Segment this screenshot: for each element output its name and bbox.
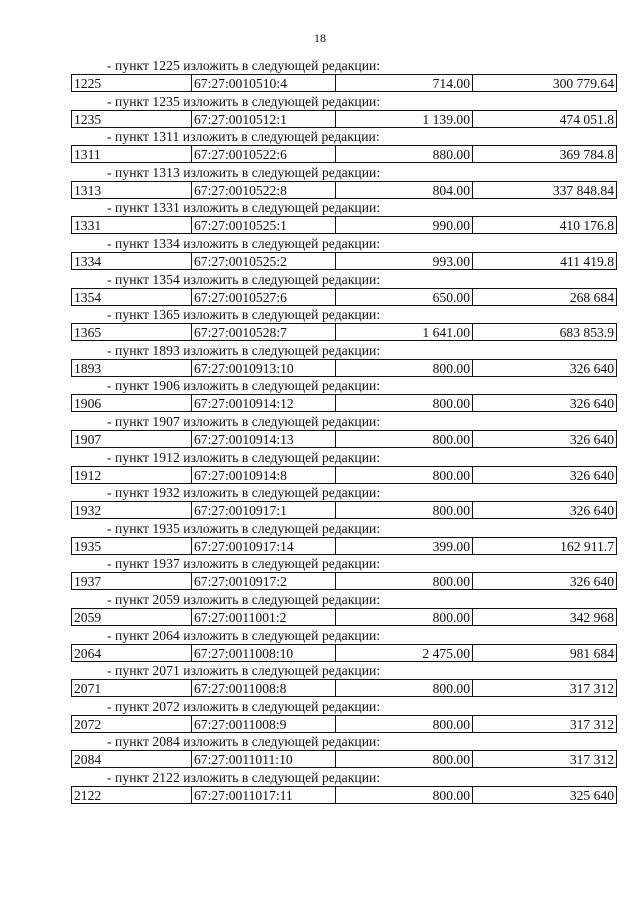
cadastral-number-cell: 67:27:0010522:6 — [192, 146, 336, 162]
value-cell: 337 848.84 — [552, 182, 614, 198]
amendment-caption: - пункт 1937 изложить в следующей редакции: — [107, 556, 381, 572]
item-number-cell: 2122 — [72, 787, 192, 803]
amendment-entry — [71, 484, 617, 520]
cadastral-number-cell: 67:27:0010525:1 — [192, 217, 336, 233]
value-cell: 981 684 — [569, 645, 614, 661]
cadastral-number-cell: 67:27:0010917:1 — [192, 502, 336, 518]
amendment-entry — [71, 199, 617, 235]
amendment-entry — [71, 662, 617, 698]
amendment-entry — [71, 377, 617, 413]
amendment-entry — [71, 591, 617, 627]
amendment-entry — [71, 164, 617, 200]
amendment-entry — [71, 342, 617, 378]
cadastral-number-cell: 67:27:0010914:13 — [192, 431, 336, 447]
item-number-cell: 1906 — [72, 395, 192, 411]
amendment-caption: - пункт 1313 изложить в следующей редакции: — [107, 164, 381, 180]
value-cell: 683 853.9 — [559, 325, 614, 341]
amendment-entry — [71, 698, 617, 734]
table-row — [71, 110, 617, 128]
item-number-cell: 1334 — [72, 253, 192, 269]
value-cell: 410 176.8 — [559, 218, 614, 234]
value-cell: 326 640 — [569, 360, 614, 376]
amendment-entry — [71, 306, 617, 342]
item-number-cell: 1331 — [72, 217, 192, 233]
amendment-entry — [71, 733, 617, 769]
cadastral-number-cell: 67:27:0011017:11 — [192, 787, 336, 803]
area-cell: 800.00 — [336, 467, 473, 483]
item-number-cell: 1932 — [72, 502, 192, 518]
cadastral-number-cell: 67:27:0010914:8 — [192, 467, 336, 483]
value-cell: 369 784.8 — [559, 147, 614, 163]
area-cell: 650.00 — [336, 289, 473, 305]
amendment-caption: - пункт 2071 изложить в следующей редакции: — [107, 663, 381, 679]
value-cell: 317 312 — [569, 716, 614, 732]
cadastral-number-cell: 67:27:0010914:12 — [192, 395, 336, 411]
amendment-caption: - пункт 2064 изложить в следующей редакции: — [107, 627, 381, 643]
amendment-entry — [71, 449, 617, 485]
amendment-caption: - пункт 1331 изложить в следующей редакции: — [107, 200, 381, 216]
amendment-caption: - пункт 1225 изложить в следующей редакции: — [107, 58, 381, 73]
amendment-entry — [71, 57, 617, 93]
table-row — [71, 501, 617, 519]
cadastral-number-cell: 67:27:0011008:8 — [192, 680, 336, 696]
table-row — [71, 216, 617, 234]
table-row — [71, 359, 617, 377]
amendment-caption: - пункт 2059 изложить в следующей редакции: — [107, 591, 381, 607]
item-number-cell: 1893 — [72, 360, 192, 376]
table-row — [71, 252, 617, 270]
area-cell: 1 641.00 — [336, 324, 473, 340]
cadastral-number-cell: 67:27:0011008:10 — [192, 645, 336, 661]
amendment-entry — [71, 128, 617, 164]
amendment-entry — [71, 413, 617, 449]
cadastral-number-cell: 67:27:0010917:2 — [192, 573, 336, 589]
value-cell: 326 640 — [569, 574, 614, 590]
area-cell: 2 475.00 — [336, 645, 473, 661]
table-row — [71, 786, 617, 804]
area-cell: 800.00 — [336, 573, 473, 589]
cadastral-number-cell: 67:27:0010528:7 — [192, 324, 336, 340]
amendment-caption: - пункт 1907 изложить в следующей редакции: — [107, 413, 381, 429]
amendment-entry — [71, 769, 617, 805]
amendment-caption: - пункт 1935 изложить в следующей редакции: — [107, 520, 381, 536]
item-number-cell: 2064 — [72, 645, 192, 661]
page-number: 18 — [314, 31, 326, 45]
amendment-entry — [71, 93, 617, 129]
area-cell: 1 139.00 — [336, 111, 473, 127]
area-cell: 714.00 — [336, 75, 473, 91]
area-cell: 804.00 — [336, 182, 473, 198]
item-number-cell: 1365 — [72, 324, 192, 340]
table-row — [71, 679, 617, 697]
amendment-caption: - пункт 1235 изложить в следующей редакции: — [107, 93, 381, 109]
cadastral-number-cell: 67:27:0010512:1 — [192, 111, 336, 127]
value-cell: 342 968 — [569, 609, 614, 625]
cadastral-number-cell: 67:27:0010522:8 — [192, 182, 336, 198]
cadastral-number-cell: 67:27:0010525:2 — [192, 253, 336, 269]
table-row — [71, 74, 617, 92]
table-row — [71, 537, 617, 555]
item-number-cell: 1937 — [72, 573, 192, 589]
amendment-caption: - пункт 1932 изложить в следующей редакции: — [107, 485, 381, 501]
table-row — [71, 715, 617, 733]
value-cell: 300 779.64 — [552, 76, 614, 91]
amendment-caption: - пункт 1906 изложить в следующей редакции: — [107, 378, 381, 394]
area-cell: 880.00 — [336, 146, 473, 162]
area-cell: 800.00 — [336, 787, 473, 803]
cadastral-number-cell: 67:27:0010913:10 — [192, 360, 336, 376]
cadastral-number-cell: 67:27:0011011:10 — [192, 751, 336, 767]
area-cell: 800.00 — [336, 395, 473, 411]
table-row — [71, 181, 617, 199]
item-number-cell: 1225 — [72, 75, 192, 91]
amendments-list — [71, 57, 617, 804]
item-number-cell: 1354 — [72, 289, 192, 305]
area-cell: 800.00 — [336, 431, 473, 447]
item-number-cell: 2059 — [72, 609, 192, 625]
area-cell: 800.00 — [336, 680, 473, 696]
table-row — [71, 608, 617, 626]
area-cell: 800.00 — [336, 716, 473, 732]
table-row — [71, 323, 617, 341]
area-cell: 990.00 — [336, 217, 473, 233]
value-cell: 326 640 — [569, 396, 614, 412]
table-row — [71, 394, 617, 412]
value-cell: 317 312 — [569, 681, 614, 697]
value-cell: 326 640 — [569, 503, 614, 519]
table-row — [71, 288, 617, 306]
item-number-cell: 1311 — [72, 146, 192, 162]
amendment-entry — [71, 235, 617, 271]
value-cell: 326 640 — [569, 431, 614, 447]
cadastral-number-cell: 67:27:0011008:9 — [192, 716, 336, 732]
amendment-caption: - пункт 1912 изложить в следующей редакции: — [107, 449, 381, 465]
item-number-cell: 1912 — [72, 467, 192, 483]
value-cell: 326 640 — [569, 467, 614, 483]
amendment-entry — [71, 271, 617, 307]
area-cell: 993.00 — [336, 253, 473, 269]
amendment-caption: - пункт 1334 изложить в следующей редакции: — [107, 235, 381, 251]
amendment-entry — [71, 555, 617, 591]
amendment-entry — [71, 520, 617, 556]
table-row — [71, 572, 617, 590]
area-cell: 800.00 — [336, 751, 473, 767]
area-cell: 800.00 — [336, 502, 473, 518]
area-cell: 800.00 — [336, 609, 473, 625]
amendment-caption: - пункт 1365 изложить в следующей редакции: — [107, 307, 381, 323]
item-number-cell: 2072 — [72, 716, 192, 732]
area-cell: 800.00 — [336, 360, 473, 376]
amendment-caption: - пункт 1893 изложить в следующей редакции: — [107, 342, 381, 358]
table-row — [71, 430, 617, 448]
value-cell: 325 640 — [569, 787, 614, 803]
value-cell: 317 312 — [569, 752, 614, 768]
cadastral-number-cell: 67:27:0010527:6 — [192, 289, 336, 305]
value-cell: 162 911.7 — [560, 538, 614, 554]
table-row — [71, 466, 617, 484]
item-number-cell: 1313 — [72, 182, 192, 198]
amendment-caption: - пункт 2122 изложить в следующей редакции: — [107, 769, 381, 785]
amendment-caption: - пункт 1354 изложить в следующей редакции: — [107, 271, 381, 287]
cadastral-number-cell: 67:27:0010917:14 — [192, 538, 336, 554]
item-number-cell: 2071 — [72, 680, 192, 696]
amendment-caption: - пункт 1311 изложить в следующей редакции: — [107, 129, 380, 145]
table-row — [71, 750, 617, 768]
table-row — [71, 145, 617, 163]
item-number-cell: 1907 — [72, 431, 192, 447]
table-row — [71, 644, 617, 662]
value-cell: 268 684 — [569, 289, 614, 305]
amendment-caption: - пункт 2072 изложить в следующей редакции: — [107, 698, 381, 714]
amendment-caption: - пункт 2084 изложить в следующей редакции: — [107, 734, 381, 750]
item-number-cell: 1935 — [72, 538, 192, 554]
area-cell: 399.00 — [336, 538, 473, 554]
cadastral-number-cell: 67:27:0010510:4 — [192, 75, 336, 91]
value-cell: 474 051.8 — [559, 111, 614, 127]
cadastral-number-cell: 67:27:0011001:2 — [192, 609, 336, 625]
item-number-cell: 1235 — [72, 111, 192, 127]
amendment-entry — [71, 627, 617, 663]
item-number-cell: 2084 — [72, 751, 192, 767]
value-cell: 411 419.8 — [560, 253, 614, 269]
